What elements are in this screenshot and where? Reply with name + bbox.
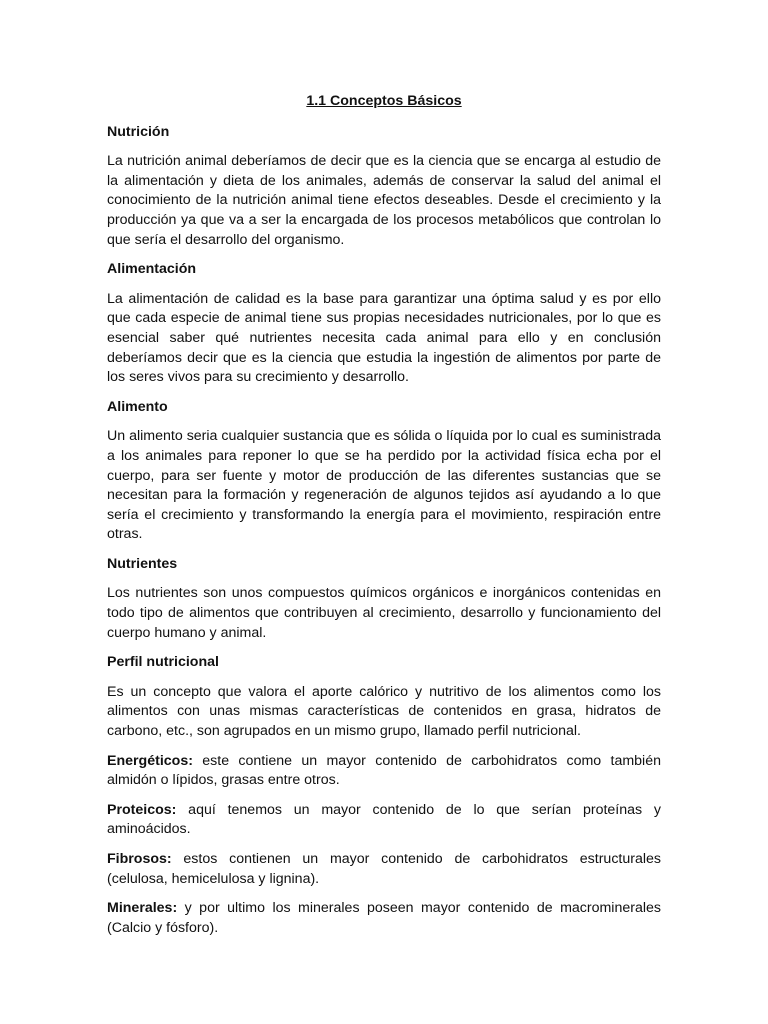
profile-term: Proteicos: <box>107 801 177 818</box>
section-heading: Perfil nutricional <box>107 654 219 671</box>
section-alimentacion <box>107 260 661 388</box>
section-nutrientes <box>107 555 661 643</box>
section-paragraph: Un alimento seria cualquier sustancia que es sólida o líquida por lo cual es suministrada a los animales para reponer lo que se ha perdido por la actividad física echa por el cuerpo, para ser fuente y motor de producción de las diferentes sustancias que se necesitan para la formación y regeneración de algunos tejidos así ayudando a lo que sería el crecimiento y transformando la energía para el movimiento, respiración entre otras. <box>107 428 661 543</box>
section-perfil-nutricional <box>107 653 661 741</box>
section-heading: Nutrición <box>107 123 170 140</box>
section-heading: Nutrientes <box>107 555 178 572</box>
profile-text: estos contienen un mayor contenido de carbohidratos estructurales (celulosa, hemicelulosa y lignina). <box>107 851 661 887</box>
profile-term: Energéticos: <box>107 752 193 769</box>
profile-proteicos <box>107 801 661 840</box>
document-page <box>107 92 661 948</box>
section-heading: Alimentación <box>107 261 197 278</box>
section-alimento <box>107 398 661 545</box>
profile-term: Minerales: <box>107 900 178 917</box>
profile-text: y por ultimo los minerales poseen mayor contenido de macrominerales (Calcio y fósforo). <box>107 900 661 936</box>
profile-energeticos <box>107 752 661 791</box>
profile-minerales <box>107 899 661 938</box>
section-paragraph: Los nutrientes son unos compuestos químicos orgánicos e inorgánicos contenidas en todo tipo de alimentos que contribuyen al crecimiento, desarrollo y funcionamiento del cuerpo humano y animal. <box>107 585 661 641</box>
section-paragraph: La nutrición animal deberíamos de decir que es la ciencia que se encarga al estudio de la alimentación y dieta de los animales, además de conservar la salud del animal el conocimiento de la nutrición animal tiene efectos deseables. Desde el crecimiento y la producción ya que va a ser la encargada de los procesos metabólicos que controlan lo que sería el desarrollo del organismo. <box>107 153 661 248</box>
profile-fibrosos <box>107 850 661 889</box>
section-paragraph: La alimentación de calidad es la base para garantizar una óptima salud y es por ello que cada especie de animal tiene sus propias necesidades nutricionales, por lo que es esencial saber qué nutrientes necesita cada animal para ello y en conclusión deberíamos decir que es la ciencia que estudia la ingestión de alimentos por parte de los seres vivos para su crecimiento y desarrollo. <box>107 290 661 386</box>
section-heading: Alimento <box>107 398 168 415</box>
document-title: 1.1 Conceptos Básicos <box>306 93 462 109</box>
section-nutricion <box>107 123 661 251</box>
profile-text: este contiene un mayor contenido de carbohidratos como también almidón o lípidos, grasas entre otros. <box>107 752 661 789</box>
section-paragraph: Es un concepto que valora el aporte calórico y nutritivo de los alimentos como los alimentos con unas mismas características de contenidos en grasa, hidratos de carbono, etc., son agrupados en un mismo grupo, llamado perfil nutricional. <box>107 683 661 740</box>
profile-term: Fibrosos: <box>107 851 172 867</box>
profile-text: aquí tenemos un mayor contenido de lo que serían proteínas y aminoácidos. <box>107 801 661 838</box>
